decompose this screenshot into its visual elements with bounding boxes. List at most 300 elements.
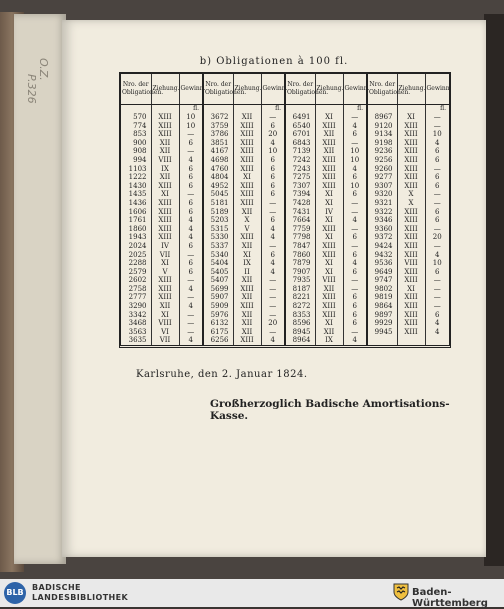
draw-cell: XIII [233,165,261,174]
draw-cell: XI [315,190,343,199]
prize-cell: 6 [179,242,203,251]
obligation-number-cell: 7860 [285,251,315,260]
prize-cell: 4 [343,122,367,131]
obligation-number-cell: 7394 [285,190,315,199]
obligation-number-cell: 3342 [121,311,151,320]
obligation-number-cell: 9360 [367,225,397,234]
draw-cell: XIII [397,156,425,165]
obligation-number-cell: 9819 [367,293,397,302]
draw-cell: XIII [151,130,179,139]
table-row [121,268,449,277]
prize-cell: 6 [343,319,367,328]
draw-cell: XIII [397,130,425,139]
col-header-number: Nro. der Obligationen. [285,74,315,105]
prize-cell: 6 [343,311,367,320]
obligation-number-cell: 7935 [285,276,315,285]
draw-cell: II [233,268,261,277]
unit-label: fl. [261,105,285,114]
draw-cell: XIII [151,113,179,122]
prize-cell: 10 [432,130,442,139]
draw-cell: XII [151,302,179,311]
obligation-number-cell: 5181 [203,199,233,208]
prize-cell: — [179,147,203,156]
prize-cell: — [343,242,367,251]
table-row [121,276,449,285]
pencil-mark: P.326 [25,74,38,104]
unit-label: fl. [440,105,446,112]
prize-cell: — [179,130,203,139]
col-header-prize: Gewinn. [425,74,449,105]
col-header-number: Nro. der Obligationen. [203,74,233,105]
obligation-number-cell: 9277 [367,173,397,182]
obligation-number-cell: 6701 [285,130,315,139]
draw-cell: XII [151,173,179,182]
obligation-number-cell: 2579 [121,268,151,277]
prize-cell: 20 [261,130,285,139]
obligation-number-cell: 7664 [285,216,315,225]
obligation-number-cell: 5340 [203,251,233,260]
prize-cell: 6 [261,216,285,225]
table-row [121,259,449,268]
obligation-number-cell: 5315 [203,225,233,234]
prize-cell: 20 [432,233,442,242]
obligation-number-cell: 7428 [285,199,315,208]
draw-cell: XIII [151,199,179,208]
prize-cell: — [261,208,285,217]
table-row [121,328,449,337]
prize-cell: — [261,242,285,251]
prize-cell: 4 [261,139,285,148]
prize-cell: 10 [343,182,367,191]
blb-logo-icon: BLB [4,582,26,604]
table-row [121,216,449,225]
col-header-draw: Ziehung. [151,74,179,105]
draw-cell: XI [233,251,261,260]
prize-cell: — [343,208,367,217]
draw-cell: X [397,199,425,208]
prize-cell: 6 [435,216,440,225]
page-heading: b) Obligationen à 100 fl. [199,56,349,67]
prize-cell: 6 [435,267,440,276]
blb-name-line1: BADISCHE [32,583,81,592]
table-row [121,285,449,294]
obligation-number-cell: 9929 [367,319,397,328]
obligation-number-cell [367,336,397,345]
prize-cell: 6 [343,293,367,302]
draw-cell: XIII [397,173,425,182]
draw-cell: XIII [233,190,261,199]
obligation-number-cell: 3786 [203,130,233,139]
obligation-number-cell: 7798 [285,233,315,242]
draw-cell: VIII [151,156,179,165]
obligation-number-cell: 9307 [367,182,397,191]
prize-cell: 6 [435,310,440,319]
prize-cell: — [261,311,285,320]
obligation-number-cell: 8221 [285,293,315,302]
draw-cell: XIII [233,122,261,131]
unit-row [121,105,449,114]
obligation-number-cell: 5907 [203,293,233,302]
prize-cell: — [261,293,285,302]
obligation-number-cell: 2758 [121,285,151,294]
draw-cell: XIII [233,182,261,191]
prize-cell: 4 [343,165,367,174]
draw-cell: XIII [397,293,425,302]
obligation-number-cell: 9945 [367,328,397,337]
draw-cell: XIII [151,182,179,191]
obligation-number-cell: 1430 [121,182,151,191]
draw-cell: XIII [315,251,343,260]
prize-cell: — [343,199,367,208]
draw-cell: XIII [151,285,179,294]
prize-cell: 4 [435,250,440,259]
draw-cell: XIII [315,242,343,251]
prize-cell: 6 [343,268,367,277]
draw-cell: XIII [233,233,261,242]
table-row [121,336,449,345]
draw-cell: XI [315,233,343,242]
draw-cell: XII [315,130,343,139]
prize-cell: 6 [261,156,285,165]
col-header-number: Nro. der Obligationen. [121,74,151,105]
prize-cell: 4 [179,285,203,294]
prize-cell: — [179,311,203,320]
draw-cell: XI [315,268,343,277]
obligation-number-cell: 774 [121,122,151,131]
obligation-number-cell: 9134 [367,130,397,139]
prize-cell: — [261,199,285,208]
obligation-number-cell: 3290 [121,302,151,311]
draw-cell [397,336,425,345]
prize-cell: 4 [261,268,285,277]
prize-cell [425,336,449,345]
obligation-number-cell: 9747 [367,276,397,285]
draw-cell: XIII [233,147,261,156]
draw-cell: XI [151,311,179,320]
prize-cell: — [179,251,203,260]
table-row [121,233,449,242]
obligation-number-cell: 9260 [367,165,397,174]
prize-cell: 6 [343,130,367,139]
obligation-number-cell: 3468 [121,319,151,328]
draw-cell: XIII [315,156,343,165]
draw-cell: XIII [315,173,343,182]
draw-cell: VII [151,251,179,260]
draw-cell: XIII [233,285,261,294]
table-row [121,173,449,182]
draw-cell: XIII [397,208,425,217]
obligation-number-cell: 5330 [203,233,233,242]
obligation-number-cell: 1860 [121,225,151,234]
draw-cell: VI [151,328,179,337]
obligation-number-cell: 2024 [121,242,151,251]
prize-cell: 6 [343,302,367,311]
prize-cell: — [433,198,441,207]
prize-cell: — [343,225,367,234]
obligation-number-cell: 7243 [285,165,315,174]
obligation-number-cell: 1222 [121,173,151,182]
draw-cell: XIII [151,208,179,217]
obligation-number-cell: 5407 [203,276,233,285]
col-header-prize: Gewinn. [343,74,367,105]
obligation-number-cell: 8596 [285,319,315,328]
obligation-number-cell: 4698 [203,156,233,165]
draw-cell: XIII [397,328,425,337]
prize-cell: — [179,319,203,328]
obligation-number-cell: 6175 [203,328,233,337]
flyleaf [14,14,66,564]
prize-cell: — [179,276,203,285]
draw-cell: IX [315,336,343,345]
obligation-number-cell: 2602 [121,276,151,285]
prize-cell: — [433,121,441,130]
prize-cell: — [179,190,203,199]
prize-cell: 6 [179,182,203,191]
obligation-number-cell: 3563 [121,328,151,337]
obligation-number-cell: 9432 [367,251,397,260]
prize-cell: 4 [179,216,203,225]
prize-cell: 6 [343,173,367,182]
table-row [121,182,449,191]
obligation-number-cell: 9320 [367,190,397,199]
obligation-number-cell: 7847 [285,242,315,251]
prize-cell: 10 [179,122,203,131]
draw-cell: XII [233,319,261,328]
obligation-number-cell: 5699 [203,285,233,294]
col-header-draw: Ziehung. [315,74,343,105]
draw-cell: XIII [315,293,343,302]
obligation-number-cell: 4952 [203,182,233,191]
draw-cell: XII [233,311,261,320]
obligation-number-cell: 2288 [121,259,151,268]
prize-cell: 4 [343,259,367,268]
draw-cell: XIII [315,165,343,174]
prize-cell: 4 [435,327,440,336]
prize-cell: — [261,113,285,122]
table-row [121,122,449,131]
draw-cell: XIII [315,302,343,311]
draw-cell: XIII [315,225,343,234]
draw-cell: XI [315,259,343,268]
draw-cell: XI [151,190,179,199]
obligation-number-cell: 6843 [285,139,315,148]
prize-cell: — [179,328,203,337]
obligation-number-cell: 9372 [367,233,397,242]
col-header-draw: Ziehung. [233,74,261,105]
table-row [121,113,449,122]
draw-cell: XIII [397,225,425,234]
draw-cell: XIII [397,268,425,277]
footer-bar [0,579,504,607]
draw-cell: XI [151,259,179,268]
obligation-number-cell: 5045 [203,190,233,199]
obligation-number-cell: 5909 [203,302,233,311]
obligation-number-cell: 7275 [285,173,315,182]
draw-cell: XIII [233,336,261,345]
draw-cell: V [151,268,179,277]
col-header-prize: Gewinn. [179,74,203,105]
col-header-draw: Ziehung. [397,74,425,105]
prize-cell: 6 [435,207,440,216]
prize-cell: 10 [432,259,442,268]
prize-cell: — [179,293,203,302]
prize-cell: 4 [261,225,285,234]
prize-cell: 6 [261,190,285,199]
obligation-number-cell: 1606 [121,208,151,217]
draw-cell: XIII [397,139,425,148]
draw-cell: XIII [397,233,425,242]
obligation-number-cell: 7139 [285,147,315,156]
prize-cell: 4 [435,138,440,147]
page-edge [484,14,504,566]
prize-cell: — [433,293,441,302]
draw-cell: XIII [233,302,261,311]
obligation-number-cell: 8964 [285,336,315,345]
prize-cell: — [433,190,441,199]
prize-cell: 6 [435,173,440,182]
obligation-number-cell: 7431 [285,208,315,217]
prize-cell: — [261,276,285,285]
obligation-number-cell: 2025 [121,251,151,260]
prize-cell: 6 [179,173,203,182]
obligation-number-cell: 7759 [285,225,315,234]
obligation-number-cell: 3759 [203,122,233,131]
obligation-number-cell: 4804 [203,173,233,182]
obligation-number-cell: 853 [121,130,151,139]
obligation-number-cell: 9236 [367,147,397,156]
draw-cell: IV [151,242,179,251]
obligation-number-cell: 9897 [367,311,397,320]
table-row [121,251,449,260]
draw-cell: XIII [151,293,179,302]
obligation-number-cell: 5976 [203,311,233,320]
draw-cell: XIII [397,319,425,328]
obligations-table [119,72,451,348]
draw-cell: XIII [233,156,261,165]
obligation-number-cell: 3635 [121,336,151,345]
prize-cell: 4 [179,302,203,311]
draw-cell: XII [315,147,343,156]
table-row [121,190,449,199]
table-row [121,242,449,251]
obligation-number-cell: 6132 [203,319,233,328]
draw-cell: XIII [151,276,179,285]
prize-cell: 6 [261,251,285,260]
draw-cell: XII [233,276,261,285]
prize-cell: — [261,328,285,337]
obligation-number-cell: 8967 [367,113,397,122]
draw-cell: XI [315,216,343,225]
prize-cell: 6 [179,165,203,174]
prize-cell: 6 [261,122,285,131]
obligation-number-cell: 908 [121,147,151,156]
prize-cell: 6 [261,182,285,191]
obligation-number-cell: 5404 [203,259,233,268]
obligation-number-cell: 4760 [203,165,233,174]
obligation-number-cell: 570 [121,113,151,122]
prize-cell: 6 [179,268,203,277]
draw-cell: XII [151,147,179,156]
prize-cell: — [433,241,441,250]
prize-cell: — [433,302,441,311]
obligation-number-cell: 9198 [367,139,397,148]
table-row [121,156,449,165]
prize-cell: 20 [261,319,285,328]
prize-cell: — [433,224,441,233]
table-row [121,130,449,139]
prize-cell: — [433,276,441,285]
draw-cell: XII [233,208,261,217]
draw-cell: XIII [397,311,425,320]
draw-cell: VIII [151,319,179,328]
obligation-number-cell: 9256 [367,156,397,165]
obligation-number-cell: 9424 [367,242,397,251]
obligation-number-cell: 9802 [367,285,397,294]
draw-cell: XI [315,199,343,208]
obligation-number-cell: 5203 [203,216,233,225]
draw-cell: XIII [397,122,425,131]
obligation-number-cell: 2777 [121,293,151,302]
draw-cell: XII [233,113,261,122]
table-row [121,293,449,302]
draw-cell: XIII [151,225,179,234]
obligation-number-cell: 9346 [367,216,397,225]
obligation-number-cell: 6491 [285,113,315,122]
table-row [121,319,449,328]
table-row [121,165,449,174]
unit-label: fl. [179,105,203,114]
draw-cell: XIII [397,165,425,174]
draw-cell: XIII [151,122,179,131]
bw-coat-of-arms-icon [393,583,409,601]
table-row [121,208,449,217]
draw-cell: XI [315,319,343,328]
table-row [121,302,449,311]
draw-cell: XII [233,328,261,337]
obligation-number-cell: 3672 [203,113,233,122]
draw-cell: IX [151,165,179,174]
obligation-number-cell: 8272 [285,302,315,311]
prize-cell: 10 [179,113,203,122]
pencil-mark: O.Z. [37,58,50,81]
prize-cell: 6 [179,259,203,268]
obligation-number-cell: 9536 [367,259,397,268]
prize-cell: 6 [343,251,367,260]
draw-cell: XIII [397,242,425,251]
prize-cell: — [433,284,441,293]
obligation-number-cell: 8187 [285,285,315,294]
obligation-number-cell: 8945 [285,328,315,337]
draw-cell: XII [233,293,261,302]
draw-cell: VIII [397,259,425,268]
blb-name [32,583,128,603]
obligation-number-cell: 6256 [203,336,233,345]
prize-cell: 6 [261,165,285,174]
blb-name-line2: LANDESBIBLIOTHEK [32,593,129,602]
prize-cell: 4 [179,156,203,165]
prize-cell: 4 [343,336,367,345]
draw-cell: VIII [315,276,343,285]
draw-cell: V [233,225,261,234]
prize-cell: 4 [261,259,285,268]
obligation-number-cell: 1436 [121,199,151,208]
prize-cell: — [343,328,367,337]
draw-cell: XIII [397,302,425,311]
obligation-number-cell: 7879 [285,259,315,268]
draw-cell: XII [315,328,343,337]
prize-cell: 6 [343,190,367,199]
unit-label: fl. [343,105,367,114]
